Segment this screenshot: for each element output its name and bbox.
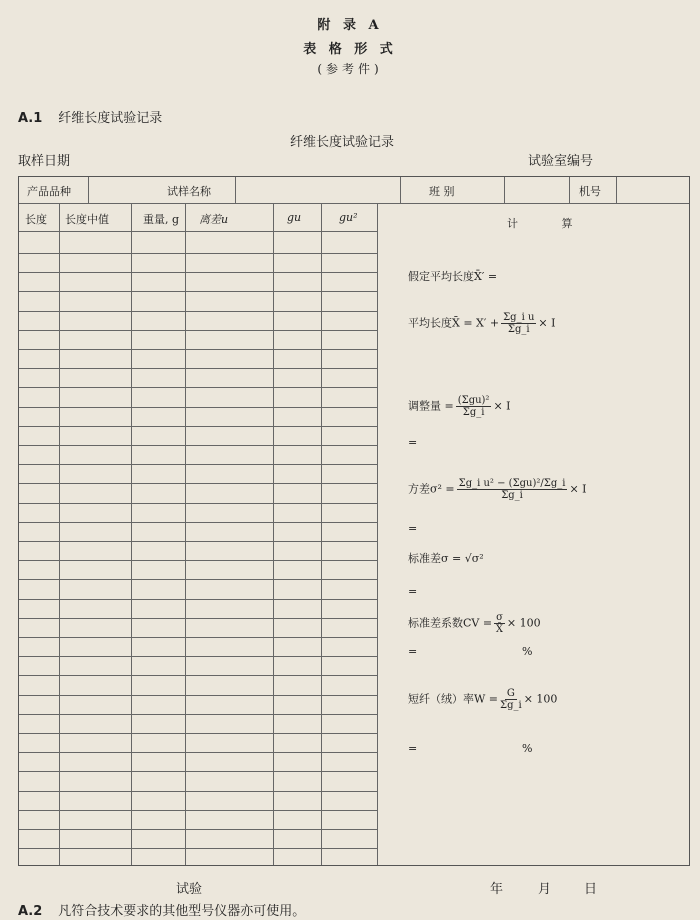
grid-column-line bbox=[377, 203, 378, 865]
grid-row-line bbox=[19, 368, 377, 369]
grid-row-line bbox=[19, 426, 377, 427]
grid-row-line bbox=[19, 349, 377, 350]
lab-number-label: 试验室编号 bbox=[528, 154, 594, 169]
grid-row-line bbox=[19, 656, 377, 657]
section-a2: A.2 凡符合技术要求的其他型号仪器亦可使用。 bbox=[18, 904, 306, 919]
grid-row-line bbox=[19, 848, 377, 849]
grid-row-line bbox=[19, 695, 377, 696]
month-label: 月 bbox=[538, 882, 552, 897]
year-label: 年 bbox=[490, 882, 504, 897]
percent-1: % bbox=[522, 645, 533, 658]
grid-row-line bbox=[19, 445, 377, 446]
equals-5: = bbox=[408, 742, 418, 755]
grid-row-line bbox=[19, 522, 377, 523]
grid-row-line bbox=[19, 291, 377, 292]
grid-row-line bbox=[19, 714, 377, 715]
col-length-mid: 长度中值 bbox=[65, 213, 109, 226]
grid-row-line bbox=[19, 311, 377, 312]
appendix-subtitle: (参考件) bbox=[317, 62, 383, 76]
equals-1: = bbox=[408, 436, 418, 449]
col-gu2: gu² bbox=[339, 211, 358, 224]
class-label: 班 别 bbox=[429, 185, 455, 198]
col-gu: gu bbox=[287, 211, 302, 224]
grid-row-line bbox=[19, 810, 377, 811]
col-calculation: 计 算 bbox=[507, 217, 593, 230]
section-a1: A.1 纤维长度试验记录 bbox=[18, 111, 163, 126]
assumed-mean-formula: 假定平均长度X̄′ = bbox=[408, 270, 498, 283]
grid-row-line bbox=[19, 579, 377, 580]
grid-row-line bbox=[19, 330, 377, 331]
grid-row-line bbox=[19, 483, 377, 484]
equals-2: = bbox=[408, 522, 418, 535]
grid-column-line bbox=[273, 203, 274, 865]
grid-column-line bbox=[131, 203, 132, 865]
product-label: 产品品种 bbox=[27, 185, 71, 198]
grid-row-line bbox=[19, 829, 377, 830]
cv-formula: 标准差系数CV = $\frac{\sigma}{X̄}$ × 100 bbox=[408, 612, 541, 635]
appendix-heading: 附 录 A bbox=[317, 18, 383, 33]
grid-row-line bbox=[19, 733, 377, 734]
mean-formula: 平均长度X̄ = X′ + $\frac{\text{Σg\_i u}}{\Sigma g\_i}$ × I bbox=[408, 312, 556, 335]
adjustment-formula: 调整量 = $\frac{\text{(Σgu)²}}{\Sigma g\_i}$ × I bbox=[408, 395, 511, 418]
grid-column-line bbox=[185, 203, 186, 865]
grid-column-line bbox=[321, 203, 322, 865]
record-table bbox=[18, 176, 690, 866]
percent-2: % bbox=[522, 742, 533, 755]
grid-column-line bbox=[59, 203, 60, 865]
grid-header-line bbox=[19, 231, 377, 232]
appendix-title: 表 格 形 式 bbox=[303, 42, 397, 57]
grid-row-line bbox=[19, 464, 377, 465]
machine-label: 机号 bbox=[579, 185, 601, 198]
grid-row-line bbox=[19, 675, 377, 676]
std-dev-formula: 标准差σ = √σ² bbox=[408, 552, 484, 565]
grid-row-line bbox=[19, 253, 377, 254]
grid-row-line bbox=[19, 752, 377, 753]
col-length: 长度 bbox=[25, 213, 47, 226]
grid-row-line bbox=[19, 560, 377, 561]
grid-row-line bbox=[19, 637, 377, 638]
grid-row-line bbox=[19, 791, 377, 792]
sample-date-label: 取样日期 bbox=[18, 154, 71, 169]
day-label: 日 bbox=[584, 882, 598, 897]
col-weight: 重量, g bbox=[143, 213, 180, 226]
sample-name-label: 试样名称 bbox=[167, 185, 211, 198]
equals-3: = bbox=[408, 585, 418, 598]
grid-row-line bbox=[19, 272, 377, 273]
short-fibre-formula: 短纤（绒）率W = $\frac{G}{\Sigma g\_i}$ × 100 bbox=[408, 688, 558, 711]
tester-label: 试验 bbox=[176, 882, 203, 897]
grid-row-line bbox=[19, 407, 377, 408]
grid-row-line bbox=[19, 618, 377, 619]
col-deviation: 离差u bbox=[199, 213, 229, 226]
equals-4: = bbox=[408, 645, 418, 658]
grid-row-line bbox=[19, 541, 377, 542]
variance-formula: 方差σ² = $\frac{\text{Σg\_i u² − (Σgu)²/Σg\_i}}{\Sigma g\_i}$ × I bbox=[408, 478, 587, 501]
grid-row-line bbox=[19, 599, 377, 600]
grid-row-line bbox=[19, 771, 377, 772]
grid-row-line bbox=[19, 387, 377, 388]
table-title: 纤维长度试验记录 bbox=[290, 135, 395, 150]
grid-row-line bbox=[19, 503, 377, 504]
